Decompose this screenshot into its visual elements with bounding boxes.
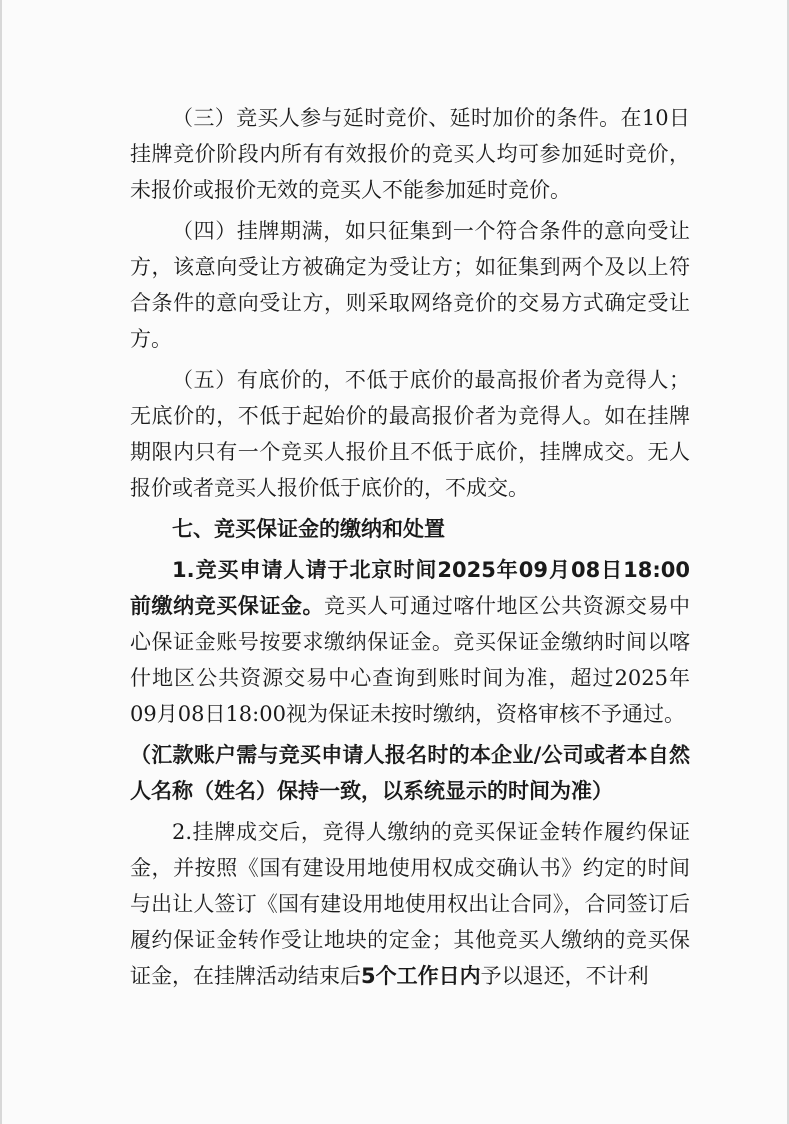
document-body bbox=[130, 100, 690, 999]
section-7-item-1 bbox=[130, 552, 690, 732]
item-2-text-end: 予以退还，不计利 bbox=[480, 964, 649, 988]
section-7-note: （汇款账户需与竞买申请人报名时的本企业/公司或者本自然人名称（姓名）保持一致，以系统显示的时间为准） bbox=[130, 743, 690, 803]
paragraph-4: （四）挂牌期满，如只征集到一个符合条件的意向受让方，该意向受让方被确定为受让方；如征集到两个及以上符合条件的意向受让方，则采取网络竞价的交易方式确定受让方。 bbox=[130, 219, 690, 351]
section-7-item-2 bbox=[130, 814, 690, 994]
paragraph-5: （五）有底价的，不低于底价的最高报价者为竞得人；无底价的，不低于起始价的最高报价者为竞得人。如在挂牌期限内只有一个竞买人报价且不低于底价，挂牌成交。无人报价或者竞买人报价低于底价的，不成交。 bbox=[130, 368, 690, 500]
item-2-bold-text: 5个工作日内 bbox=[361, 964, 481, 988]
item-1-bold-text: 1.竞买申请人请于北京时间2025年09月08日18:00前缴纳竞买保证金。 bbox=[130, 558, 690, 618]
item-1-text: 竞买人可通过喀什地区公共资源交易中心保证金账号按要求缴纳保证金。竞买保证金缴纳时间以喀什地区公共资源交易中心查询到账时间为准，超过2025年09月08日18:00视为保证未按时缴纳，资格审核不予通过。 bbox=[130, 594, 691, 726]
scan-edge-left bbox=[0, 0, 2, 1124]
paragraph-3: （三）竞买人参与延时竞价、延时加价的条件。在10日挂牌竞价阶段内所有有效报价的竞买人均可参加延时竞价，未报价或报价无效的竞买人不能参加延时竞价。 bbox=[130, 106, 690, 202]
item-2-text-start: 2.挂牌成交后，竞得人缴纳的竞买保证金转作履约保证金，并按照《国有建设用地使用权成交确认书》约定的时间与出让人签订《国有建设用地使用权出让合同》，合同签订后履约保证金转作受让地块的定金；其他竞买人缴纳的竞买保证金，在挂牌活动结束后 bbox=[130, 820, 690, 988]
section-7-heading: 七、竞买保证金的缴纳和处置 bbox=[172, 517, 445, 541]
